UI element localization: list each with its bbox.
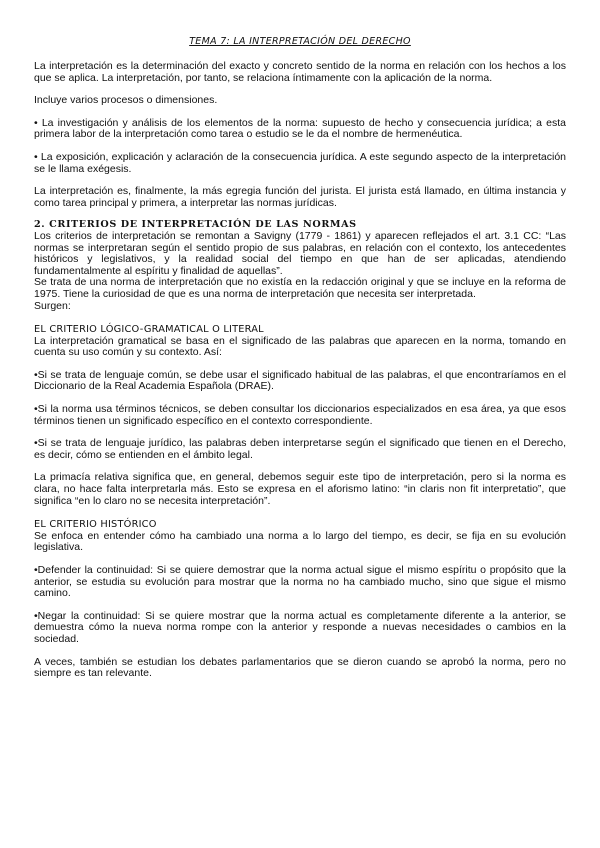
intro-paragraph-1: La interpretación es la determinación del exacto y concreto sentido de la norma en relación con los hechos a los que se aplica. La interpretación, por tanto, se relaciona íntimamente con la aplicación de la norma. (34, 60, 566, 84)
criterio-historico-bullet-2: •Negar la continuidad: Si se quiere mostrar que la norma actual es completamente diferente a la anterior, se demuestra cómo la nueva norma rompe con la anterior y responde a nuevas necesidades o cambios en la sociedad. (34, 609, 566, 645)
criterio-logico-bullet-1: •Si se trata de lenguaje común, se debe usar el significado habitual de las palabras, el que encontraríamos en el Diccionario de la Real Academia Española (DRAE). (34, 368, 566, 393)
criterio-logico-heading: EL CRITERIO LÓGICO-GRAMATICAL O LITERAL (34, 324, 264, 336)
intro-bullet-hermeneutica: • La investigación y análisis de los elementos de la norma: supuesto de hecho y consecuencia jurídica; a esta primera labor de la interpretación como tarea o estudio se le da el nombre de hermenéutica. (34, 116, 566, 141)
section-2-heading: 2. CRITERIOS DE INTERPRETACIÓN DE LAS NORMAS (34, 219, 357, 231)
criterio-historico-paragraph-2: A veces, también se estudian los debates parlamentarios que se dieron cuando se aprobó la norma, pero no siempre es tan relevante. (34, 655, 566, 680)
criterio-historico-bullet-1: •Defender la continuidad: Si se quiere demostrar que la norma actual sigue el mismo espíritu o propósito que la anterior, se estudia su evolución para mostrar que la norma no ha cambiado mucho, sino que sigue el mismo camino. (34, 564, 566, 600)
page-title: TEMA 7: LA INTERPRETACIÓN DEL DERECHO (189, 36, 411, 47)
criterio-logico-bullet-3: •Si se trata de lenguaje jurídico, las palabras deben interpretarse según el significado que tienen en el Derecho, es decir, cómo se entienden en el ámbito legal. (34, 437, 566, 461)
section-2-paragraph-2: Se trata de una norma de interpretación que no existía en la redacción original y que se incluye en la reforma de 1975. Tiene la curiosidad de que es una norma de interpretación que necesita ser interpretada. (34, 276, 566, 300)
criterio-historico-heading: EL CRITERIO HISTÓRICO (34, 519, 157, 531)
section-2-paragraph-3: Surgen: (34, 299, 71, 312)
criterio-logico-paragraph-1: La interpretación gramatical se basa en el significado de las palabras que aparecen en la norma, tomando en cuenta su uso común y su contexto. Así: (34, 334, 566, 359)
criterio-logico-bullet-2: •Si la norma usa términos técnicos, se deben consultar los diccionarios especializados en esa área, ya que esos términos tienen un significado específico en el contexto correspondiente. (34, 403, 566, 427)
criterio-logico-paragraph-2: La primacía relativa significa que, en general, debemos seguir este tipo de interpretación, pero si la norma es clara, no hace falta interpretarla más. Esto se expresa en el aforismo latino: “in claris non fit interpretatio”, que significa “en lo claro no se necesita interpretación”. (34, 471, 566, 507)
intro-bullet-exegesis: • La exposición, explicación y aclaración de la consecuencia jurídica. A este segundo aspecto de la interpretación se le llama exégesis. (34, 150, 566, 175)
document-page (34, 36, 566, 680)
section-2-paragraph-1: Los criterios de interpretación se remontan a Savigny (1779 - 1861) y aparecen reflejados el art. 3.1 CC: “Las normas se interpretaran según el sentido propio de sus palabras, en relación con el contexto, los antecedentes históricos y legislativos, y la realidad social del tiempo en que han de ser aplicadas, atendiendo fundamentalmente al espíritu y finalidad de aquellas”. (34, 229, 566, 277)
criterio-historico-paragraph-1: Se enfoca en entender cómo ha cambiado una norma a lo largo del tiempo, es decir, se fija en su evolución legislativa. (34, 529, 566, 554)
intro-paragraph-2: Incluye varios procesos o dimensiones. (34, 94, 218, 107)
intro-paragraph-jurista: La interpretación es, finalmente, la más egregia función del jurista. El jurista está llamado, en última instancia y como tarea principal y primera, a interpretar las normas jurídicas. (34, 185, 566, 209)
